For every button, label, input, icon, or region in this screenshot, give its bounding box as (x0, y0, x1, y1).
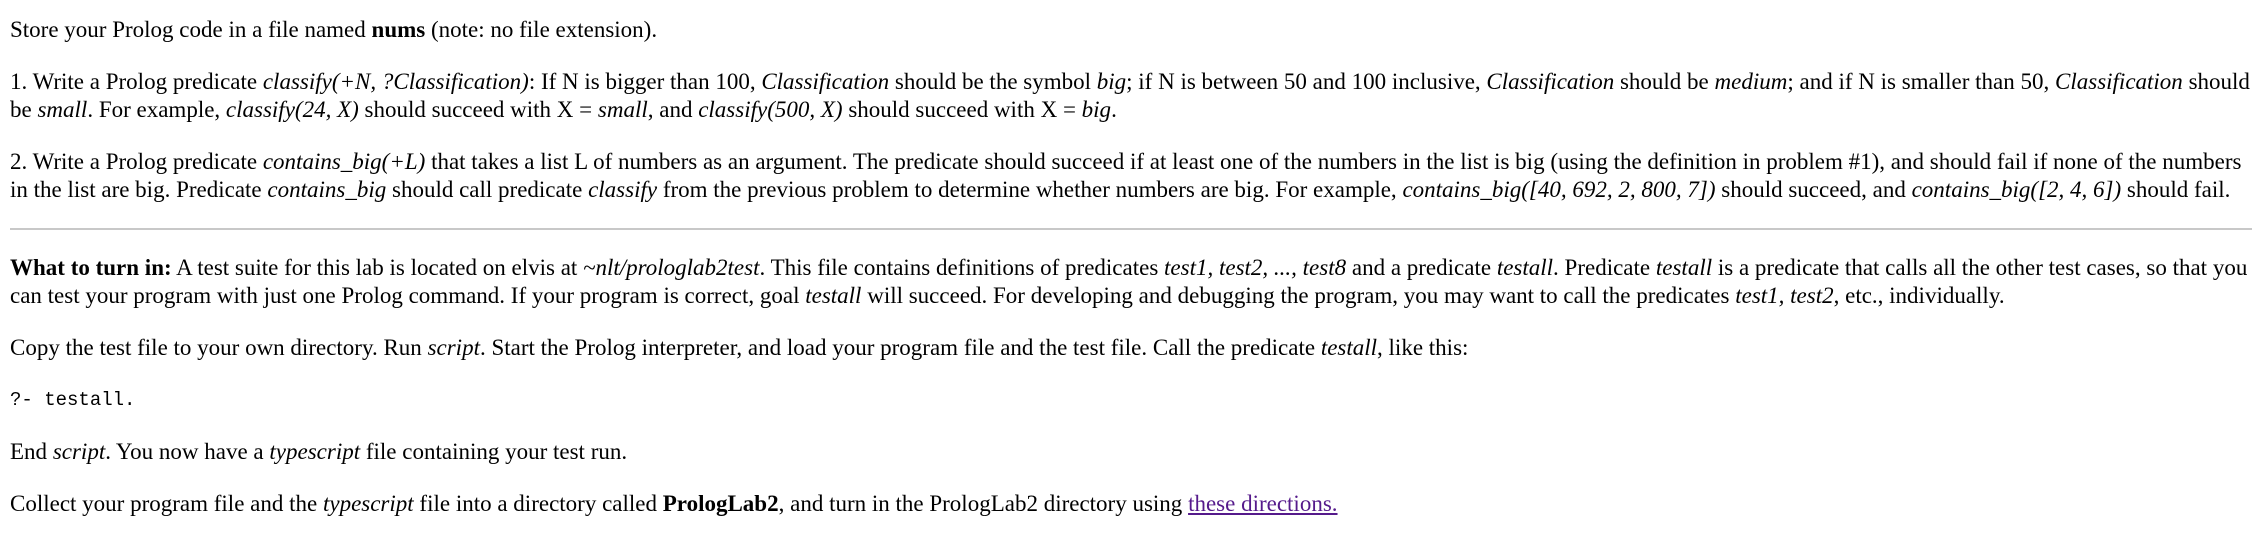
p2-text: should call predicate (386, 177, 589, 202)
turnin-text: A test suite for this lab is located on elvis at (171, 255, 584, 280)
collect-text: file into a directory called (413, 491, 663, 516)
p2-text: should succeed, and (1715, 177, 1912, 202)
script-term: script (427, 335, 480, 360)
turnin-text: , etc., individually. (1833, 283, 2005, 308)
end-text: file containing your test run. (360, 439, 628, 464)
p1-example: classify(500, X) (698, 97, 843, 122)
copy-text: , like this: (1377, 335, 1469, 360)
testall-term: testall (1496, 255, 1554, 280)
intro-paragraph (10, 16, 2252, 44)
typescript-term: typescript (269, 439, 361, 464)
p1-example: classify(24, X) (225, 97, 359, 122)
p1-text: should succeed with X = (842, 97, 1082, 122)
p1-text: ; if N is between 50 and 100 inclusive, (1126, 69, 1487, 94)
p1-term: Classification (761, 69, 890, 94)
problem-1-paragraph (10, 68, 2252, 124)
divider (10, 228, 2252, 230)
p2-term: classify (588, 177, 658, 202)
collect-paragraph (10, 490, 2252, 518)
turnin-text: . Predicate (1553, 255, 1656, 280)
test-names: test1, test2 (1735, 283, 1834, 308)
collect-text: , and turn in the PrologLab2 directory using (778, 491, 1189, 516)
p1-text: should succeed with X = (358, 97, 598, 122)
p1-text: . (1111, 97, 1117, 122)
script-term: script (52, 439, 106, 464)
test-names: test1, test2, ..., test8 (1164, 255, 1347, 280)
p2-example: contains_big([40, 692, 2, 800, 7]) (1402, 177, 1716, 202)
intro-text: Store your Prolog code in a file named (10, 17, 372, 42)
copy-text: . Start the Prolog interpreter, and load your program file and the test file. Call the predicate (479, 335, 1321, 360)
turnin-text: is a predicate that calls all the other test cases, so that you can test your program with just one Prolog command. If your program is correct, goal (10, 255, 2248, 308)
p1-term: big (1096, 69, 1127, 94)
turnin-text: and a predicate (1346, 255, 1497, 280)
p1-term: medium (1714, 69, 1788, 94)
end-paragraph (10, 438, 2252, 466)
p1-text: ; and if N is smaller than 50, (1787, 69, 2056, 94)
p1-term: big (1081, 97, 1112, 122)
p1-predicate: classify(+N, ?Classification) (262, 69, 529, 94)
copy-text: Copy the test file to your own directory. Run (10, 335, 428, 360)
turnin-text: . This file contains definitions of predicates (759, 255, 1165, 280)
turn-in-paragraph (10, 254, 2252, 310)
testall-term: testall (1655, 255, 1713, 280)
p1-text: , and (647, 97, 699, 122)
end-text: . You now have a (105, 439, 270, 464)
testall-term: testall (805, 283, 862, 308)
p1-text: 1. Write a Prolog predicate (10, 69, 263, 94)
p1-text: should be the symbol (889, 69, 1097, 94)
p1-text: should be (10, 69, 2250, 122)
turnin-text: will succeed. For developing and debugging the program, you may want to call the predicates (861, 283, 1736, 308)
testall-term: testall (1320, 335, 1378, 360)
problem-2-paragraph (10, 148, 2252, 204)
typescript-term: typescript (322, 491, 414, 516)
p2-predicate: contains_big(+L) (262, 149, 426, 174)
collect-text: Collect your program file and the (10, 491, 323, 516)
p2-text: from the previous problem to determine whether numbers are big. For example, (657, 177, 1403, 202)
end-text: End (10, 439, 53, 464)
copy-paragraph (10, 334, 2252, 362)
p1-text: . For example, (87, 97, 226, 122)
p2-predicate: contains_big (267, 177, 387, 202)
p1-text: : If N is bigger than 100, (528, 69, 762, 94)
p1-text: should be (1614, 69, 1715, 94)
p1-term: Classification (2055, 69, 2183, 94)
p2-text: 2. Write a Prolog predicate (10, 149, 263, 174)
p1-term: Classification (1486, 69, 1615, 94)
directory-name: PrologLab2 (662, 491, 779, 516)
filename: nums (371, 17, 426, 42)
directions-link[interactable]: these directions. (1188, 491, 1338, 516)
p1-term: small (37, 97, 88, 122)
p2-example: contains_big([2, 4, 6]) (1911, 177, 2122, 202)
p2-text: should fail. (2121, 177, 2231, 202)
p1-term: small (597, 97, 648, 122)
intro-text-end: (note: no file extension). (425, 17, 658, 42)
code-example: ?- testall. (10, 389, 136, 411)
turn-in-heading: What to turn in: (10, 255, 172, 280)
p2-text: that takes a list L of numbers as an argument. The predicate should succeed if at least one of the numbers in the list is big (using the definition in problem #1), and should fail if none of the numbers in the list are big. Predicate (10, 149, 2242, 202)
test-path: ~nlt/prologlab2test (583, 255, 760, 280)
